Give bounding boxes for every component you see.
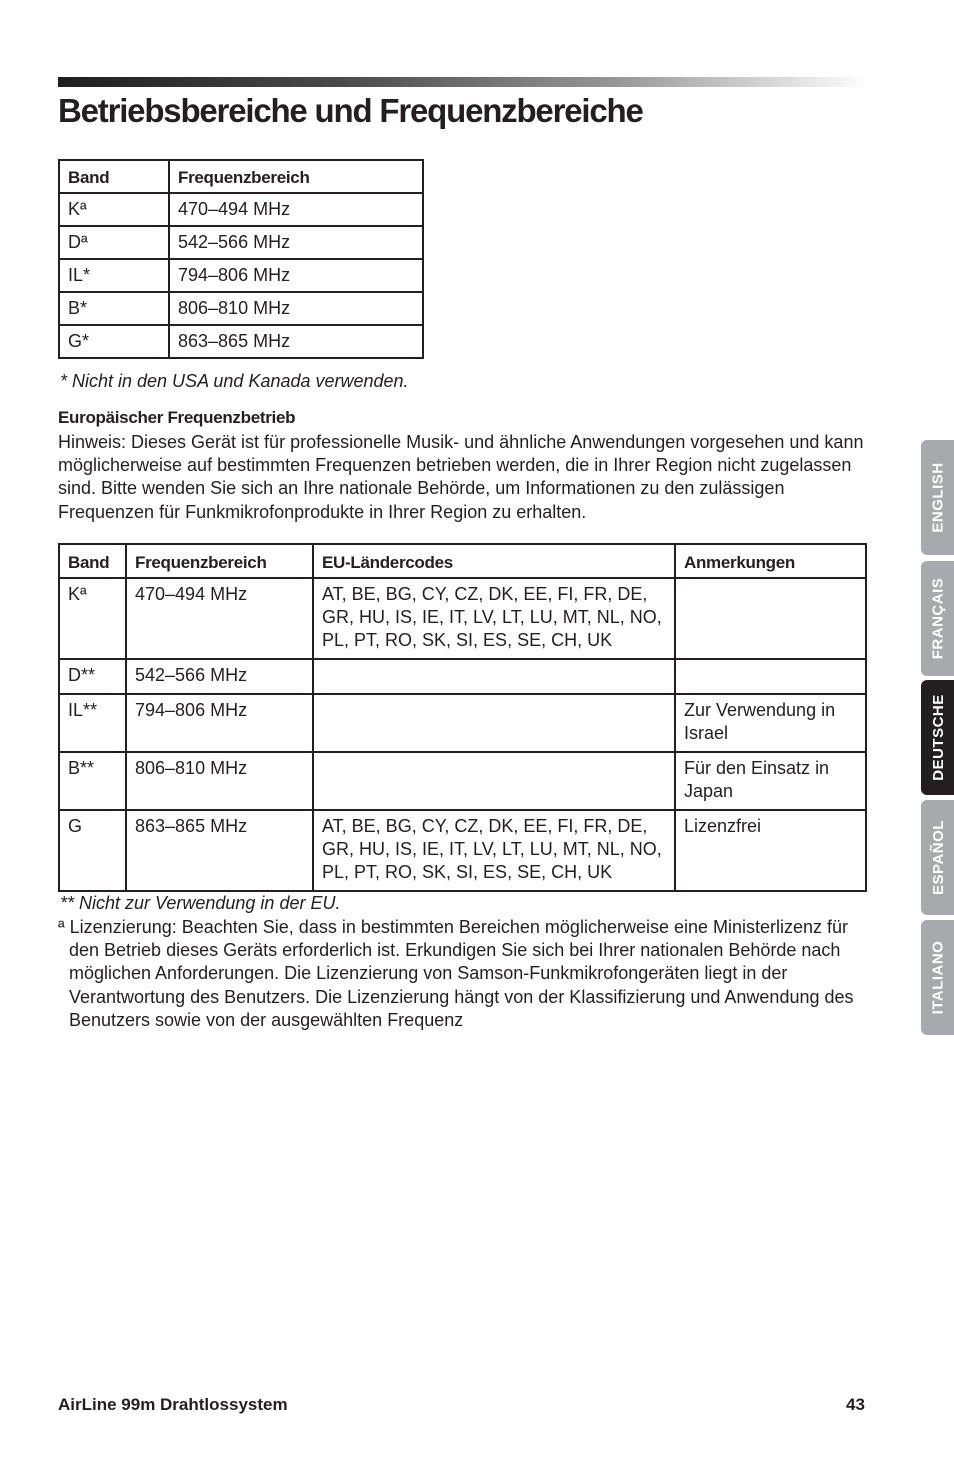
page-title: Betriebsbereiche und Frequenzbereiche: [58, 92, 643, 129]
eu-codes-cell: AT, BE, BG, CY, CZ, DK, EE, FI, FR, DE, GR, HU, IS, IE, IT, LV, LT, LU, MT, NL, NO, PL, PT, RO, SK, SI, ES, SE, CH, UK: [313, 810, 675, 891]
column-header-eu-codes: EU-Ländercodes: [313, 544, 675, 578]
language-tab-label: ITALIANO: [929, 940, 947, 1015]
language-tab-label: FRANÇAIS: [929, 577, 947, 660]
eu-frequency-table: [58, 543, 867, 892]
table-row: [59, 259, 423, 292]
frequency-cell: 470–494 MHz: [126, 578, 313, 659]
band-cell: IL**: [59, 694, 126, 752]
table-row: [59, 810, 866, 891]
us-canada-note: * Nicht in den USA und Kanada verwenden.: [60, 371, 409, 391]
language-tab-english[interactable]: [921, 440, 954, 555]
table-row: [59, 226, 423, 259]
language-tab-espanol[interactable]: [921, 800, 954, 915]
european-notice-paragraph: Hinweis: Dieses Gerät ist für professionelle Musik- und ähnliche Anwendungen vorgesehen und kann möglicherweise auf bestimmten Frequenzen betrieben werden, die in Ihrer Region nicht zugelassen sind. Bitte wenden Sie sich an Ihre nationale Behörde, um Informationen zu den zulässigen Frequenzen für Funkmikrofonprodukte in Ihrer Region zu erhalten.: [58, 432, 864, 522]
frequency-cell: 794–806 MHz: [126, 694, 313, 752]
table-row: [59, 193, 423, 226]
band-cell: G: [59, 810, 126, 891]
frequency-cell: 794–806 MHz: [169, 259, 423, 292]
band-cell: B*: [59, 292, 169, 325]
table-row: [59, 752, 866, 810]
page-number: 43: [846, 1395, 865, 1414]
remarks-cell: Lizenzfrei: [675, 810, 866, 891]
language-tab-deutsche[interactable]: [921, 680, 954, 795]
table-row: [59, 659, 866, 694]
band-frequency-table: [58, 159, 424, 359]
frequency-cell: 542–566 MHz: [126, 659, 313, 694]
band-cell: G*: [59, 325, 169, 358]
table-row: [59, 578, 866, 659]
remarks-cell: Für den Einsatz in Japan: [675, 752, 866, 810]
band-cell: Kª: [59, 578, 126, 659]
language-tab-label: ESPAÑOL: [929, 820, 947, 895]
frequency-cell: 863–865 MHz: [169, 325, 423, 358]
frequency-cell: 470–494 MHz: [169, 193, 423, 226]
band-cell: Dª: [59, 226, 169, 259]
band-cell: B**: [59, 752, 126, 810]
language-tab-label: ENGLISH: [929, 462, 947, 533]
language-tab-italiano[interactable]: [921, 920, 954, 1035]
frequency-cell: 806–810 MHz: [126, 752, 313, 810]
language-tab-label: DEUTSCHE: [929, 694, 947, 781]
language-tab-francais[interactable]: [921, 561, 954, 676]
table-row: [59, 694, 866, 752]
frequency-cell: 863–865 MHz: [126, 810, 313, 891]
frequency-cell: 542–566 MHz: [169, 226, 423, 259]
eu-codes-cell: [313, 659, 675, 694]
table-row: [59, 292, 423, 325]
table-header-row: [59, 544, 866, 578]
eu-codes-cell: [313, 694, 675, 752]
remarks-cell: [675, 578, 866, 659]
remarks-cell: Zur Verwendung in Israel: [675, 694, 866, 752]
licensing-footnote: ª Lizenzierung: Beachten Sie, dass in bestimmten Bereichen möglicherweise eine Ministerlizenz für den Betrieb dieses Geräts erforderlich ist. Erkundigen Sie sich bei Ihrer nationalen Behörde nach möglichen Anforderungen. Die Lizenzierung von Samson-Funkmikrofongeräten liegt in der Verantwortung des Benutzers. Die Lizenzierung hängt von der Klassifizierung und Anwendung des Benutzers sowie von der ausgewählten Frequenz: [58, 917, 854, 1030]
band-cell: Kª: [59, 193, 169, 226]
title-gradient-bar: [58, 77, 868, 87]
european-section-heading: Europäischer Frequenzbetrieb: [58, 408, 296, 427]
column-header-band: Band: [59, 160, 169, 193]
band-cell: D**: [59, 659, 126, 694]
footer-product-title: AirLine 99m Drahtlossystem: [58, 1395, 288, 1414]
column-header-remarks: Anmerkungen: [675, 544, 866, 578]
column-header-band: Band: [59, 544, 126, 578]
eu-note: ** Nicht zur Verwendung in der EU.: [60, 893, 341, 913]
band-cell: IL*: [59, 259, 169, 292]
column-header-frequency: Frequenzbereich: [169, 160, 423, 193]
eu-codes-cell: [313, 752, 675, 810]
frequency-cell: 806–810 MHz: [169, 292, 423, 325]
table-row: [59, 325, 423, 358]
table-header-row: [59, 160, 423, 193]
eu-codes-cell: AT, BE, BG, CY, CZ, DK, EE, FI, FR, DE, GR, HU, IS, IE, IT, LV, LT, LU, MT, NL, NO, PL, PT, RO, SK, SI, ES, SE, CH, UK: [313, 578, 675, 659]
remarks-cell: [675, 659, 866, 694]
column-header-frequency: Frequenzbereich: [126, 544, 313, 578]
